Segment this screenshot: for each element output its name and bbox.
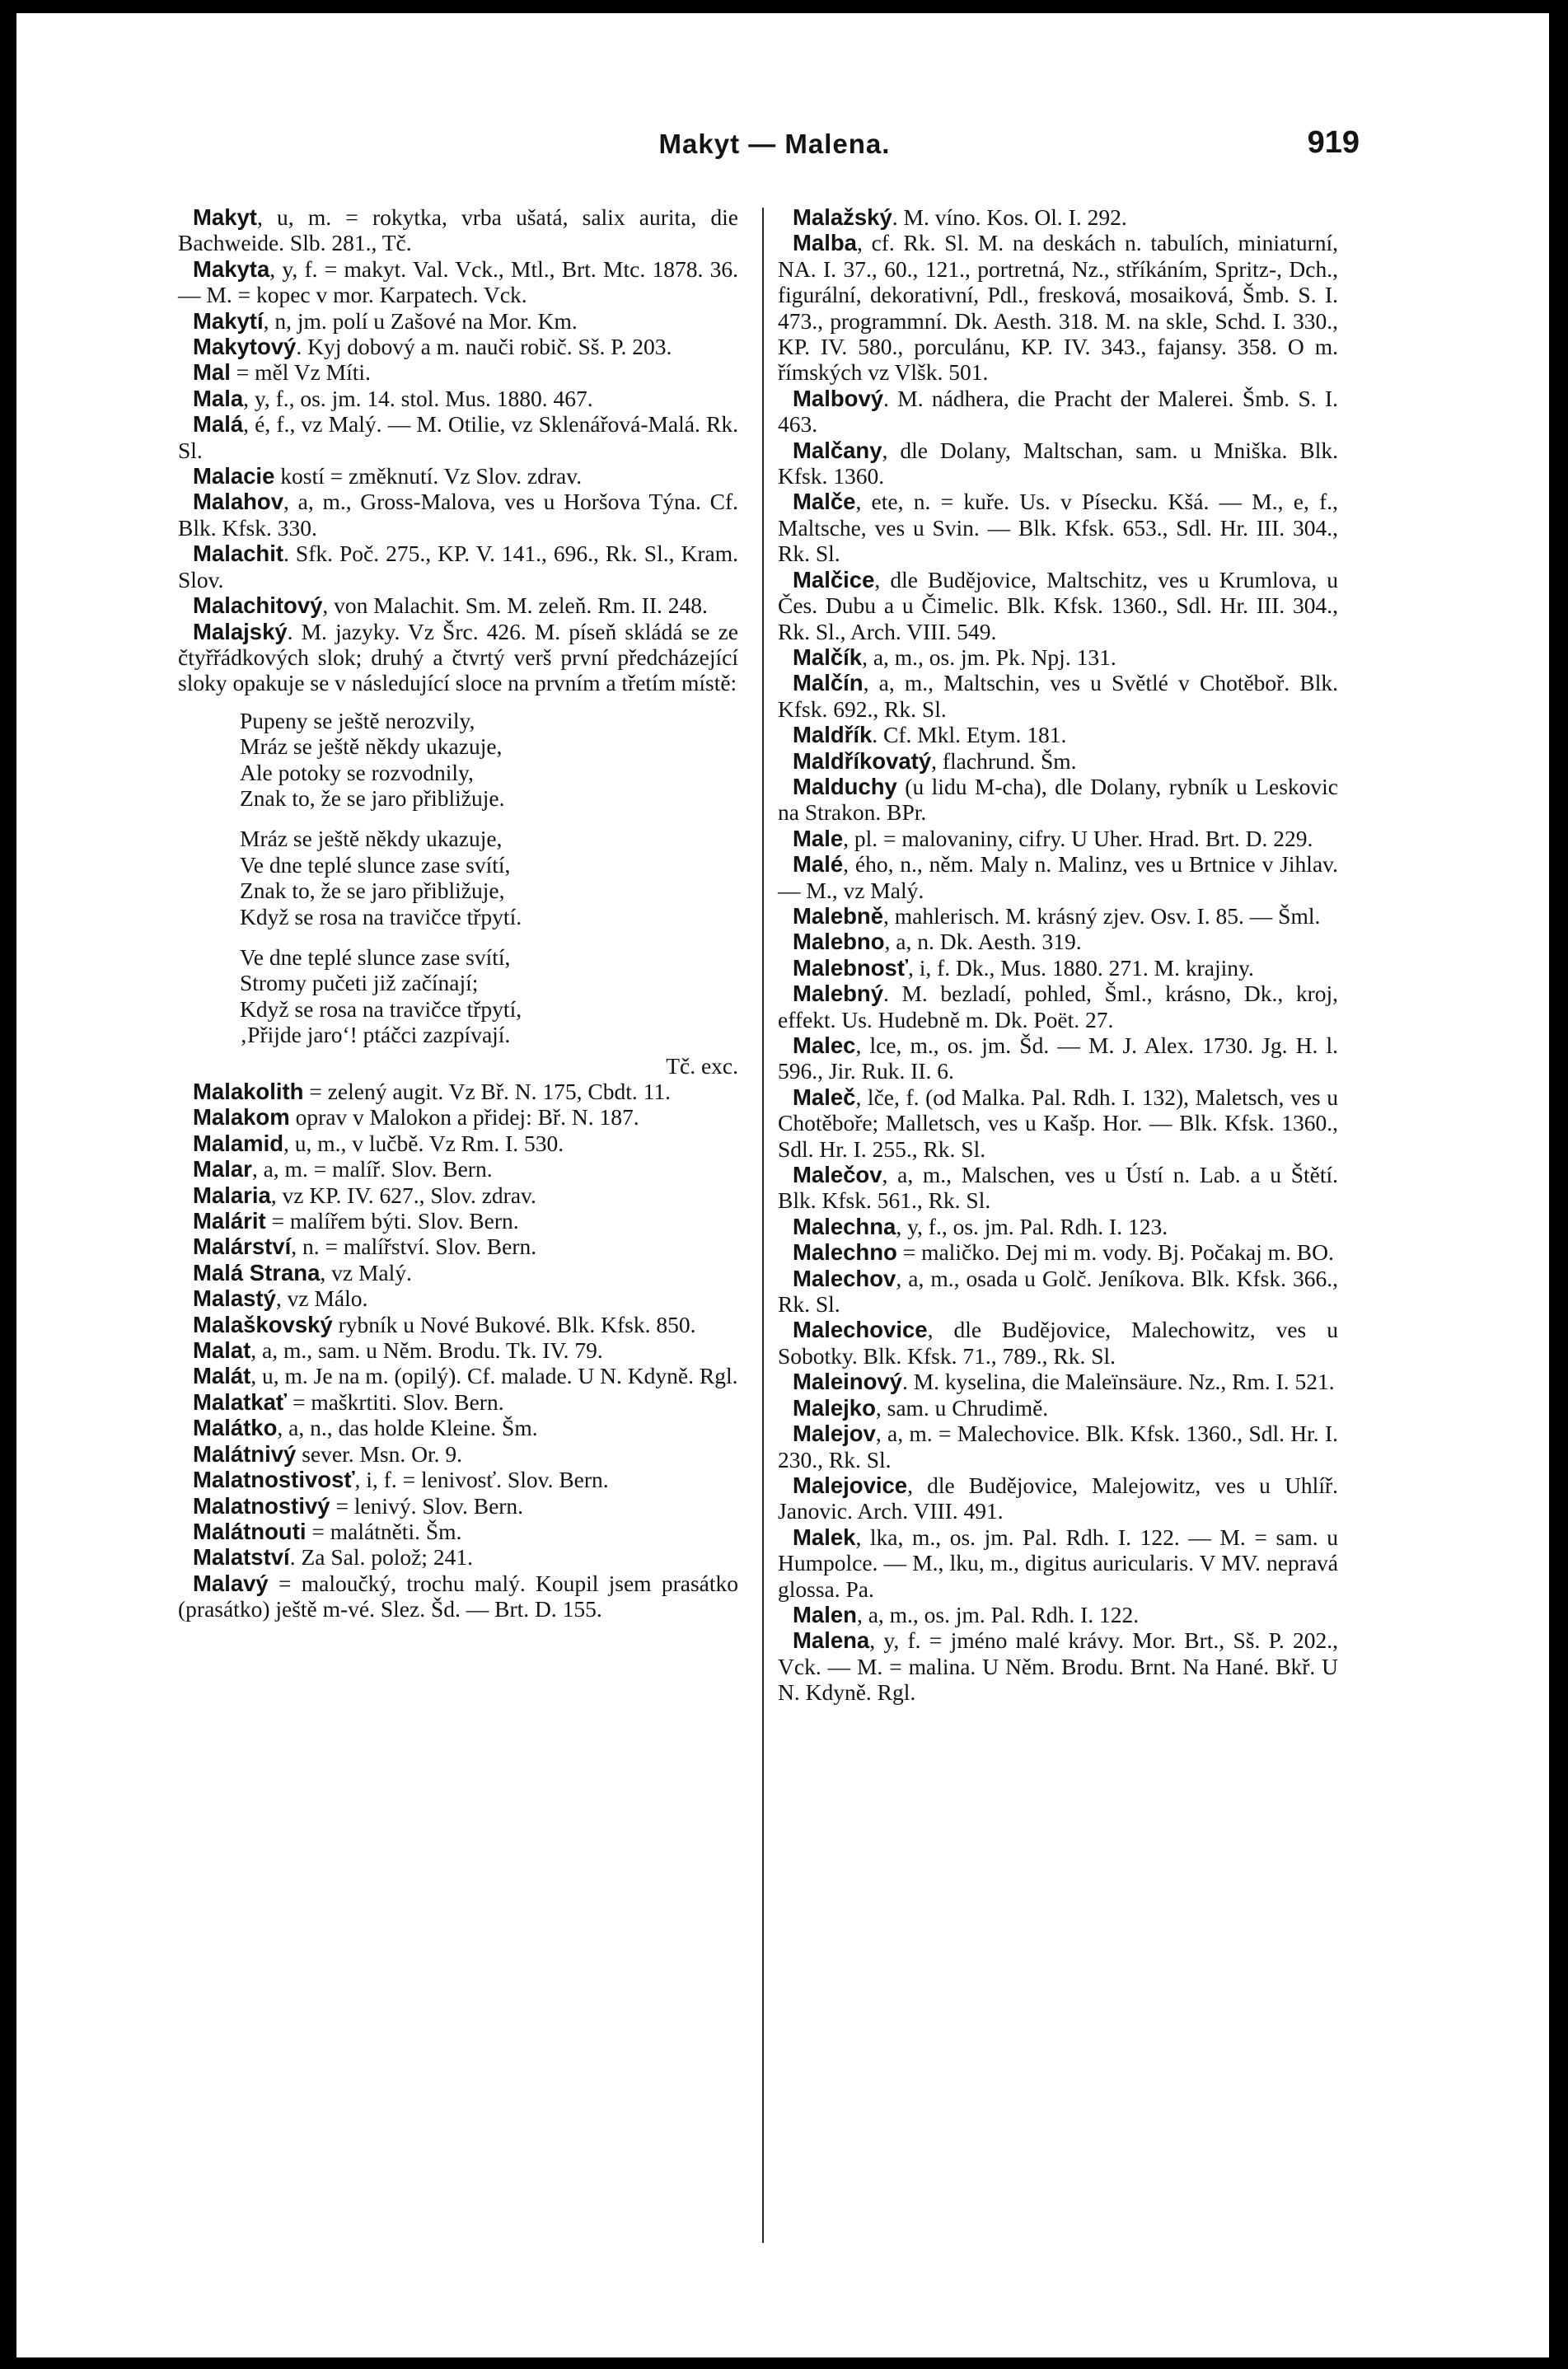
entry-definition: , vz KP. IV. 627., Slov. zdrav. xyxy=(270,1182,536,1208)
entry-definition: , a, n. Dk. Aesth. 319. xyxy=(884,929,1082,955)
dictionary-entry xyxy=(178,1131,738,1156)
entry-headword: Malec xyxy=(793,1032,856,1058)
dictionary-entry xyxy=(178,386,738,411)
dictionary-entry xyxy=(778,1032,1338,1084)
dictionary-entry xyxy=(778,1602,1338,1627)
dictionary-page xyxy=(16,13,1549,2357)
dictionary-entry xyxy=(778,1162,1338,1214)
entry-headword: Malebno xyxy=(793,929,885,955)
entry-definition: rybník u Nové Bukové. Blk. Kfsk. 850. xyxy=(332,1311,696,1337)
entry-headword: Malacie xyxy=(193,463,275,489)
dictionary-entry xyxy=(178,1544,738,1570)
entry-headword: Malečov xyxy=(793,1162,882,1188)
entry-headword: Malatkať xyxy=(193,1388,288,1415)
poem-line: Stromy pučeti již začínají; xyxy=(240,970,479,996)
entry-definition: , a, m., Gross-Malova, ves u Horšova Týna. Cf. Blk. Kfsk. 330. xyxy=(178,489,738,541)
dictionary-entry xyxy=(178,463,738,489)
entry-headword: Malatnostivý xyxy=(193,1492,330,1519)
entry-definition: , a, m., osada u Golč. Jeníkova. Blk. Kfsk. 366., Rk. Sl. xyxy=(778,1265,1338,1318)
entry-headword: Malek xyxy=(793,1524,856,1550)
dictionary-entry xyxy=(178,308,738,334)
dictionary-entry xyxy=(778,489,1338,566)
poem-line: Ale potoky se rozvodnily, xyxy=(240,759,474,785)
dictionary-entry xyxy=(178,1441,738,1467)
dictionary-entry xyxy=(778,1369,1338,1394)
poem-line: ‚Přijde jaro‘! ptáčci zazpívají. xyxy=(240,1022,511,1048)
entry-definition: , cf. Rk. Sl. M. na deskách n. tabulích, miniaturní, NA. I. 37., 60., 121., portretná, Nz., stříkáním, Spritz-, Dch., figurální, dekorativní, Pdl., fresková, mosaiková, Šmb. S. I. 473., programmní. Dk. Aesth. 318. M. na skle, Schd. I. 330., KP. IV. 580., porculánu, KP. IV. 343., fajansy. 358. O m. římských vz Vlšk. 501. xyxy=(778,230,1338,386)
page-header xyxy=(16,125,1549,178)
entry-headword: Malakom xyxy=(193,1104,290,1131)
entry-definition: , n. = malířství. Slov. Bern. xyxy=(291,1234,537,1260)
entry-headword: Makytí xyxy=(193,307,264,334)
entry-definition: , mahlerisch. M. krásný zjev. Osv. I. 85. — Šml. xyxy=(883,902,1321,929)
entry-definition: , a, m., os. jm. Pal. Rdh. I. 122. xyxy=(856,1601,1140,1627)
entry-headword: Malárství xyxy=(193,1234,292,1260)
entry-headword: Malajský xyxy=(193,618,288,644)
dictionary-entry xyxy=(178,1312,738,1337)
entry-definition: , vz Malý. xyxy=(320,1259,412,1285)
entry-definition: = malátněti. Šm. xyxy=(306,1518,462,1544)
dictionary-entry xyxy=(778,1317,1338,1369)
entry-headword: Malen xyxy=(793,1601,857,1627)
poem-stanza xyxy=(178,708,738,812)
entry-definition: , pl. = malovaniny, cifry. U Uher. Hrad. Brt. D. 229. xyxy=(843,825,1313,851)
entry-headword: Maldříkovatý xyxy=(793,747,932,774)
entry-headword: Malaškovský xyxy=(193,1311,333,1337)
entry-definition: , dle Budějovice, Malechowitz, ves u Sobotky. Blk. Kfsk. 71., 789., Rk. Sl. xyxy=(778,1317,1338,1369)
entry-definition: . M. víno. Kos. Ol. I. 292. xyxy=(892,204,1127,230)
entry-headword: Malat xyxy=(193,1337,251,1364)
entry-definition: , dle Dolany, Maltschan, sam. u Mniška. Blk. Kfsk. 1360. xyxy=(778,437,1338,489)
entry-definition: , i, f. Dk., Mus. 1880. 271. M. krajiny. xyxy=(908,954,1254,981)
entry-definition: = maloučký, trochu malý. Koupil jsem prasátko (prasátko) ještě m-vé. Slez. Šd. — Brt. D. 155. xyxy=(178,1570,738,1622)
dictionary-entry xyxy=(178,1079,738,1104)
entry-headword: Malachit xyxy=(193,541,284,567)
entry-headword: Malebný xyxy=(793,981,884,1007)
dictionary-entry xyxy=(778,1214,1338,1239)
entry-definition: . M. nádhera, die Pracht der Malerei. Šmb. S. I. 463. xyxy=(778,385,1338,438)
entry-headword: Malebně xyxy=(793,902,884,929)
poem-line: Ve dne teplé slunce zase svítí, xyxy=(240,943,511,970)
entry-headword: Malá xyxy=(193,411,244,438)
poem-stanza xyxy=(178,826,738,929)
dictionary-entry xyxy=(778,386,1338,438)
entry-headword: Makytový xyxy=(193,334,297,360)
entry-headword: Malčice xyxy=(793,566,875,592)
entry-definition: , lce, m., os. jm. Šd. — M. J. Alex. 1730. Jg. H. l. 596., Jir. Ruk. II. 6. xyxy=(778,1032,1338,1084)
dictionary-entry xyxy=(778,230,1338,385)
entry-headword: Malažský xyxy=(793,204,892,230)
entry-definition: = měl Vz Míti. xyxy=(230,359,371,386)
entry-headword: Malá Strana xyxy=(193,1259,321,1285)
entry-headword: Malejovice xyxy=(793,1472,908,1498)
dictionary-entry xyxy=(178,1389,738,1415)
poem-line: Znak to, že se jaro přibližuje, xyxy=(240,878,505,904)
entry-definition: , vz Málo. xyxy=(275,1285,368,1312)
dictionary-entry xyxy=(778,851,1338,903)
entry-headword: Malé xyxy=(793,851,844,878)
dictionary-entry xyxy=(178,1337,738,1363)
entry-headword: Malčany xyxy=(793,437,882,463)
entry-definition: (u lidu M-cha), dle Dolany, rybník u Leskovic na Strakon. BPr. xyxy=(778,773,1338,826)
entry-definition: = maličko. Dej mi m. vody. Bj. Počakaj m. BO. xyxy=(896,1239,1334,1266)
entry-definition: , y, f., os. jm. 14. stol. Mus. 1880. 467. xyxy=(243,385,593,411)
dictionary-entry xyxy=(178,334,738,359)
entry-definition: , i, f. = lenivosť. Slov. Bern. xyxy=(354,1467,609,1493)
entry-headword: Malátnivý xyxy=(193,1440,297,1467)
dictionary-entry xyxy=(178,1493,738,1519)
entry-definition: . Kyj dobový a m. nauči robič. Sš. P. 203. xyxy=(296,334,672,360)
entry-definition: , u, m. = rokytka, vrba ušatá, salix aurita, die Bachweide. Slb. 281., Tč. xyxy=(178,204,738,256)
entry-definition: = maškrtiti. Slov. Bern. xyxy=(287,1388,504,1415)
dictionary-entry xyxy=(178,1415,738,1440)
entry-definition: , n, jm. polí u Zašové na Mor. Km. xyxy=(263,307,578,334)
dictionary-entry xyxy=(178,204,738,256)
entry-headword: Malebnosť xyxy=(793,954,908,981)
entry-headword: Malavý xyxy=(193,1570,269,1596)
entry-headword: Malechna xyxy=(793,1213,896,1239)
entry-definition: , sam. u Chrudimě. xyxy=(875,1394,1049,1421)
entry-headword: Malejko xyxy=(793,1394,876,1421)
dictionary-entry xyxy=(778,567,1338,644)
entry-definition: , é, f., vz Malý. — M. Otilie, vz Sklenářová-Malá. Rk. Sl. xyxy=(178,411,738,463)
entry-headword: Maleč xyxy=(793,1084,856,1110)
entry-headword: Male xyxy=(793,825,844,851)
poem-signature: Tč. exc. xyxy=(666,1052,738,1079)
dictionary-entry xyxy=(778,1239,1338,1265)
entry-definition: , a, n., das holde Kleine. Šm. xyxy=(277,1415,538,1441)
entry-headword: Malaria xyxy=(193,1182,271,1208)
entry-headword: Makyt xyxy=(193,204,257,230)
dictionary-entry xyxy=(178,489,738,541)
entry-definition: , ete, n. = kuře. Us. v Písecku. Kšá. — M., e, f., Maltsche, ves u Svin. — Blk. Kfsk. 653., Sdl. Hr. III. 304., Rk. Sl. xyxy=(778,489,1338,567)
entry-headword: Malátko xyxy=(193,1415,278,1441)
dictionary-entry xyxy=(178,1571,738,1622)
entry-headword: Malbový xyxy=(793,385,884,411)
entry-definition: , a, m., Maltschin, ves u Světlé v Chotěboř. Blk. Kfsk. 692., Rk. Sl. xyxy=(778,670,1338,722)
dictionary-entry xyxy=(178,619,738,696)
entry-definition: kostí = změknutí. Vz Slov. zdrav. xyxy=(274,463,583,489)
entry-definition: , a, m., sam. u Něm. Brodu. Tk. IV. 79. xyxy=(250,1337,603,1364)
entry-headword: Malastý xyxy=(193,1285,276,1312)
dictionary-entry xyxy=(778,1421,1338,1472)
entry-headword: Maleinový xyxy=(793,1369,902,1395)
dictionary-entry xyxy=(178,1363,738,1388)
entry-definition: , dle Budějovice, Malejowitz, ves u Uhlíř. Janovic. Arch. VIII. 491. xyxy=(778,1472,1338,1524)
entry-definition: , lče, f. (od Malka. Pal. Rdh. I. 132), Maletsch, ves u Chotěboře; Malletsch, ves u Kašp. Hor. — Blk. Kfsk. 1360., Sdl. Hr. I. 255., Rk. Sl. xyxy=(778,1084,1338,1162)
entry-definition: . Sfk. Poč. 275., KP. V. 141., 696., Rk. Sl., Kram. Slov. xyxy=(178,541,738,592)
dictionary-entry xyxy=(178,1467,738,1492)
dictionary-entry xyxy=(778,748,1338,774)
dictionary-entry xyxy=(778,1084,1338,1162)
entry-headword: Malatství xyxy=(193,1544,290,1571)
entry-definition: = zelený augit. Vz Bř. N. 175, Cbdt. 11. xyxy=(303,1079,671,1104)
entry-definition: , y, f. = jméno malé krávy. Mor. Brt., Sš. P. 202., Vck. — M. = malina. U Něm. Brodu. Brnt. Na Hané. Bkř. U N. Kdyně. Rgl. xyxy=(778,1627,1338,1706)
page-number: 919 xyxy=(1307,125,1360,160)
entry-headword: Mal xyxy=(193,359,231,386)
entry-headword: Malát xyxy=(193,1363,251,1389)
entry-definition: , flachrund. Šm. xyxy=(931,747,1077,774)
entry-headword: Malar xyxy=(193,1156,252,1182)
dictionary-entry xyxy=(178,541,738,592)
left-column xyxy=(178,204,738,1622)
entry-definition: . Cf. Mkl. Etym. 181. xyxy=(872,722,1067,748)
poem-line: Mráz se ještě někdy ukazuje, xyxy=(240,826,503,852)
entry-definition: , lka, m., os. jm. Pal. Rdh. I. 122. — M. = sam. u Humpolce. — M., lku, m., digitus auricularis. V MV. nepravá glossa. Pa. xyxy=(778,1524,1338,1602)
entry-definition: . Za Sal. polož; 241. xyxy=(289,1544,473,1571)
dictionary-entry xyxy=(778,955,1338,981)
dictionary-entry xyxy=(778,774,1338,826)
entry-headword: Malena xyxy=(793,1627,870,1654)
entry-definition: , von Malachit. Sm. M. zeleň. Rm. II. 248. xyxy=(322,592,708,619)
dictionary-entry xyxy=(178,1182,738,1208)
entry-definition: . M. kyselina, die Maleïnsäure. Nz., Rm. I. 521. xyxy=(901,1369,1335,1395)
dictionary-entry xyxy=(778,644,1338,670)
entry-headword: Malakolith xyxy=(193,1079,304,1104)
dictionary-entry xyxy=(778,670,1338,722)
dictionary-entry xyxy=(778,1627,1338,1705)
entry-headword: Maldřík xyxy=(793,722,873,748)
dictionary-entry xyxy=(178,359,738,385)
poem xyxy=(178,708,738,1079)
entry-definition: , a, m. = malíř. Slov. Bern. xyxy=(251,1156,493,1182)
entry-definition: , a, m. = Malechovice. Blk. Kfsk. 1360., Sdl. Hr. I. 230., Rk. Sl. xyxy=(778,1421,1338,1472)
dictionary-entry xyxy=(778,1472,1338,1524)
poem-stanza xyxy=(178,944,738,1048)
entry-headword: Malejov xyxy=(793,1421,876,1447)
entry-definition: , ého, n., něm. Maly n. Malinz, ves u Brtnice v Jihlav. — M., vz Malý. xyxy=(778,851,1338,903)
entry-definition: . M. jazyky. Vz Šrc. 426. M. píseň skládá se ze čtyřřádkových slok; druhý a čtvrtý verš první předcházející sloky opakuje se v následující sloce na prvním a třetím místě: xyxy=(178,618,738,696)
dictionary-entry xyxy=(778,438,1338,489)
entry-definition: , a, m., Malschen, ves u Ústí n. Lab. a u Štětí. Blk. Kfsk. 561., Rk. Sl. xyxy=(778,1162,1338,1214)
dictionary-entry xyxy=(178,1234,738,1259)
dictionary-entry xyxy=(178,256,738,308)
entry-headword: Malčín xyxy=(793,670,864,696)
entry-headword: Malárit xyxy=(193,1208,266,1234)
dictionary-entry xyxy=(178,1156,738,1182)
running-title: Makyt — Malena. xyxy=(658,129,891,159)
entry-headword: Mala xyxy=(193,385,244,411)
poem-line: Mráz se ještě někdy ukazuje, xyxy=(240,733,503,760)
dictionary-entry xyxy=(778,929,1338,954)
entry-headword: Malče xyxy=(793,489,856,515)
entry-headword: Malčík xyxy=(793,644,863,670)
entry-definition: oprav v Malokon a přidej: Bř. N. 187. xyxy=(289,1104,639,1131)
entry-headword: Makyta xyxy=(193,255,270,282)
entry-definition: , a, m., os. jm. Pk. Npj. 131. xyxy=(862,644,1116,670)
dictionary-entry xyxy=(178,1104,738,1130)
dictionary-entry xyxy=(778,1524,1338,1602)
entry-headword: Malahov xyxy=(193,489,284,515)
dictionary-entry xyxy=(178,411,738,463)
dictionary-entry xyxy=(778,1395,1338,1421)
dictionary-entry xyxy=(778,826,1338,851)
entry-definition: sever. Msn. Or. 9. xyxy=(296,1440,462,1467)
entry-headword: Malechno xyxy=(793,1239,897,1266)
entry-definition: , y, f., os. jm. Pal. Rdh. I. 123. xyxy=(896,1213,1168,1239)
entry-headword: Malatnostivosť xyxy=(193,1467,355,1493)
entry-headword: Malachitový xyxy=(193,592,323,619)
entry-definition: . M. bezladí, pohled, Šml., krásno, Dk., kroj, effekt. Us. Hudebně m. Dk. Poët. 27. xyxy=(778,981,1338,1032)
dictionary-entry xyxy=(178,1285,738,1311)
column-divider xyxy=(762,208,764,2243)
entry-headword: Malátnouti xyxy=(193,1518,307,1544)
poem-line: Když se rosa na travičce třpytí, xyxy=(240,995,522,1022)
entry-headword: Malamid xyxy=(193,1130,284,1156)
dictionary-entry xyxy=(178,1519,738,1544)
entry-definition: = malířem býti. Slov. Bern. xyxy=(265,1208,519,1234)
right-column xyxy=(778,204,1338,1706)
dictionary-entry xyxy=(778,204,1338,230)
poem-line: Když se rosa na travičce třpytí. xyxy=(240,903,522,929)
entry-headword: Malechovice xyxy=(793,1317,928,1343)
dictionary-entry xyxy=(778,981,1338,1032)
dictionary-entry xyxy=(778,722,1338,747)
entry-headword: Malba xyxy=(793,230,857,256)
dictionary-entry xyxy=(178,1260,738,1285)
entry-definition: , u, m., v lučbě. Vz Rm. I. 530. xyxy=(283,1130,564,1156)
dictionary-entry xyxy=(778,1266,1338,1318)
dictionary-entry xyxy=(178,592,738,618)
dictionary-entry xyxy=(778,903,1338,929)
entry-definition: , u, m. Je na m. (opilý). Cf. malade. U N. Kdyně. Rgl. xyxy=(250,1363,738,1389)
poem-line: Pupeny se ještě nerozvily, xyxy=(240,707,475,733)
entry-headword: Malechov xyxy=(793,1265,896,1291)
entry-definition: , y, f. = makyt. Val. Vck., Mtl., Brt. Mtc. 1878. 36. — M. = kopec v mor. Karpatech. Vck. xyxy=(178,255,738,308)
dictionary-entry xyxy=(178,1208,738,1234)
poem-line: Ve dne teplé slunce zase svítí, xyxy=(240,851,511,878)
poem-line: Znak to, že se jaro přibližuje. xyxy=(240,784,505,811)
entry-headword: Malduchy xyxy=(793,773,897,799)
entry-definition: = lenivý. Slov. Bern. xyxy=(330,1492,524,1519)
entry-definition: , dle Budějovice, Maltschitz, ves u Krumlova, u Čes. Dubu a u Čimelic. Blk. Kfsk. 1360., Sdl. Hr. III. 304., Rk. Sl., Arch. VIII. 549. xyxy=(778,566,1338,644)
